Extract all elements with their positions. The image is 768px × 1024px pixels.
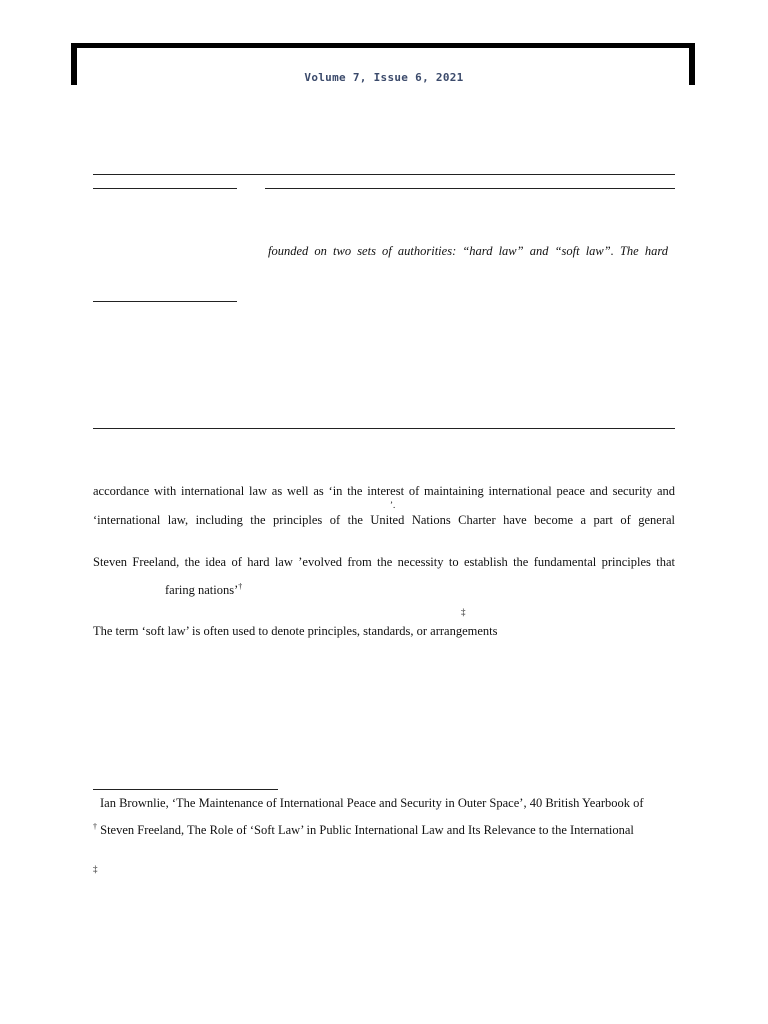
- abstract-line: founded on two sets of authorities: “hard law” and “soft law”. The hard: [268, 244, 668, 258]
- body-line-1: accordance with international law as well as ‘in the interest of maintaining international peace and security and: [93, 484, 675, 498]
- rule-top: [93, 174, 675, 175]
- footnote-mark-b: ‡: [461, 607, 466, 617]
- rule-left-short: [93, 188, 237, 189]
- body-line-3: Steven Freeland, the idea of hard law ’evolved from the necessity to establish the fundamental principles that: [93, 555, 675, 569]
- body-line-5: The term ‘soft law’ is often used to denote principles, standards, or arrangements: [93, 624, 498, 638]
- rule-keywords: [93, 301, 237, 302]
- rule-right-long: [265, 188, 675, 189]
- rule-section: [93, 428, 675, 429]
- body-line-2: ‘international law, including the principles of the United Nations Charter have become a part of general: [93, 513, 675, 527]
- footnote-2-marker: †: [93, 822, 97, 831]
- body-line-4: [165, 582, 242, 598]
- footnote-1: Ian Brownlie, ‘The Maintenance of International Peace and Security in Outer Space’, 40 British Yearbook of: [100, 796, 644, 810]
- footnote-separator: [93, 789, 278, 790]
- footnote-mark-a: ’.: [390, 500, 396, 510]
- footnote-ref-dagger: †: [238, 582, 243, 591]
- footnote-2-text: Steven Freeland, The Role of ‘Soft Law’ in Public International Law and Its Relevance to the International: [100, 823, 634, 838]
- page-frame-top: [71, 43, 695, 48]
- body-line-4-text: faring nations’: [165, 583, 239, 598]
- footnote-2: [93, 822, 634, 838]
- journal-volume-header: Volume 7, Issue 6, 2021: [304, 71, 464, 84]
- footnote-3-marker: ‡: [93, 864, 98, 874]
